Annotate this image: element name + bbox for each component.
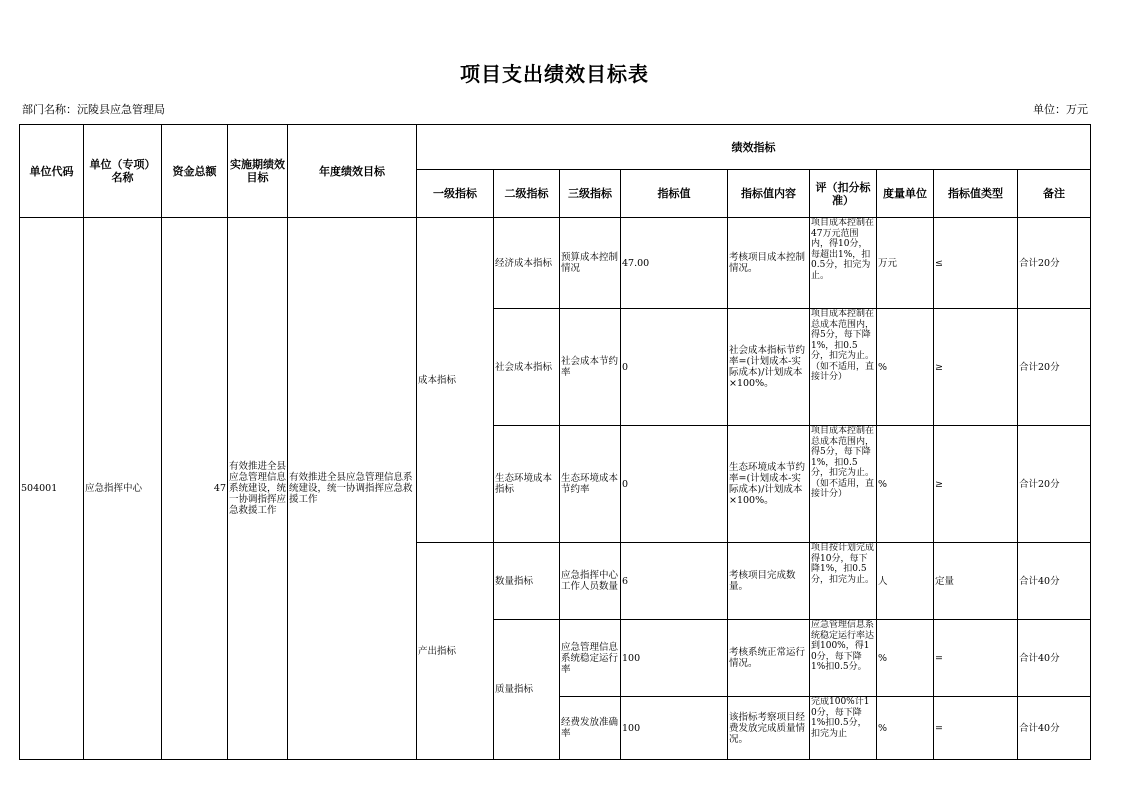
criteria-cell: 项目成本控制在总成本范围内，得5分，每下降1%，扣0.5分，扣完为止。（如不适用，直接计分）: [810, 309, 877, 426]
value-type-cell: ≥: [934, 426, 1018, 543]
header-unit-name: 单位（专项）名称: [84, 125, 162, 218]
value-type-cell: ≥: [934, 309, 1018, 426]
criteria-cell: 项目成本控制在总成本范围内，得5分，每下降1%，扣0.5分，扣完为止。（如不适用，直接计分）: [810, 426, 877, 543]
criteria-cell: 应急管理信息系统稳定运行率达到100%，得10分，每下降1%扣0.5分。: [810, 620, 877, 697]
measure-unit-cell: %: [877, 309, 934, 426]
content-cell: 生态环境成本节约率=(计划成本-实际成本)/计划成本×100%。: [728, 426, 810, 543]
header-level1: 一级指标: [417, 170, 494, 218]
criteria-cell: 完成100%计10分，每下降1%扣0.5分，扣完为止: [810, 697, 877, 760]
header-period-goal: 实施期绩效目标: [228, 125, 288, 218]
level3-cell: 应急指挥中心工作人员数量: [560, 543, 621, 620]
period-goal-cell: 有效推进全县应急管理信息系统建设，统一协调指挥应急救援工作: [228, 218, 288, 760]
value-cell: 47.00: [621, 218, 728, 309]
remark-cell: 合计20分: [1018, 218, 1091, 309]
header-measure-unit: 度量单位: [877, 170, 934, 218]
remark-cell: 合计20分: [1018, 309, 1091, 426]
value-type-cell: =: [934, 620, 1018, 697]
remark-cell: 合计40分: [1018, 620, 1091, 697]
value-cell: 0: [621, 309, 728, 426]
value-cell: 6: [621, 543, 728, 620]
header-unit-code: 单位代码: [20, 125, 84, 218]
level3-cell: 预算成本控制情况: [560, 218, 621, 309]
unit-code-cell: 504001: [20, 218, 84, 760]
header-level2: 二级指标: [494, 170, 560, 218]
content-cell: 社会成本指标节约率=(计划成本-实际成本)/计划成本×100%。: [728, 309, 810, 426]
remark-cell: 合计40分: [1018, 697, 1091, 760]
total-funds-cell: 47: [162, 218, 228, 760]
page-title: 项目支出绩效目标表: [460, 62, 649, 86]
measure-unit-cell: %: [877, 620, 934, 697]
level3-cell: 经费发放准确率: [560, 697, 621, 760]
annual-goal-cell: 有效推进全县应急管理信息系统建设，统一协调指挥应急救援工作: [288, 218, 417, 760]
value-cell: 100: [621, 697, 728, 760]
value-type-cell: =: [934, 697, 1018, 760]
level2-quantity-cell: 数量指标: [494, 543, 560, 620]
currency-unit: 单位：万元: [1033, 103, 1088, 116]
header-value-type: 指标值类型: [934, 170, 1018, 218]
content-cell: 考核系统正常运行情况。: [728, 620, 810, 697]
content-cell: 考核项目成本控制情况。: [728, 218, 810, 309]
measure-unit-cell: %: [877, 426, 934, 543]
header-total-funds: 资金总额: [162, 125, 228, 218]
level3-cell: 应急管理信息系统稳定运行率: [560, 620, 621, 697]
performance-target-table: [19, 124, 1091, 760]
criteria-cell: 项目按计划完成得10分，每下降1%，扣0.5分，扣完为止。: [810, 543, 877, 620]
level1-output-cell: 产出指标: [417, 543, 494, 760]
level2-cell: 经济成本指标: [494, 218, 560, 309]
department-name: 部门名称：沅陵县应急管理局: [22, 103, 165, 116]
level3-cell: 社会成本节约率: [560, 309, 621, 426]
header-level3: 三级指标: [560, 170, 621, 218]
level2-cell: 社会成本指标: [494, 309, 560, 426]
level3-cell: 生态环境成本节约率: [560, 426, 621, 543]
table-row: [20, 218, 1091, 309]
level2-cell: 生态环境成本指标: [494, 426, 560, 543]
measure-unit-cell: 万元: [877, 218, 934, 309]
content-cell: 考核项目完成数量。: [728, 543, 810, 620]
level1-cost-cell: 成本指标: [417, 218, 494, 543]
value-cell: 100: [621, 620, 728, 697]
value-type-cell: ≤: [934, 218, 1018, 309]
value-cell: 0: [621, 426, 728, 543]
header-content: 指标值内容: [728, 170, 810, 218]
content-cell: 该指标考察项目经费发放完成质量情况。: [728, 697, 810, 760]
header-criteria: 评（扣分标准）: [810, 170, 877, 218]
value-type-cell: 定量: [934, 543, 1018, 620]
header-annual-goal: 年度绩效目标: [288, 125, 417, 218]
level2-quality-cell: 质量指标: [494, 620, 560, 760]
header-performance: 绩效指标: [417, 125, 1091, 170]
unit-name-cell: 应急指挥中心: [84, 218, 162, 760]
measure-unit-cell: %: [877, 697, 934, 760]
measure-unit-cell: 人: [877, 543, 934, 620]
remark-cell: 合计40分: [1018, 543, 1091, 620]
header-remark: 备注: [1018, 170, 1091, 218]
remark-cell: 合计20分: [1018, 426, 1091, 543]
header-value: 指标值: [621, 170, 728, 218]
criteria-cell: 项目成本控制在47万元范围内，得10分，每超出1%，扣0.5分，扣完为止。: [810, 218, 877, 309]
